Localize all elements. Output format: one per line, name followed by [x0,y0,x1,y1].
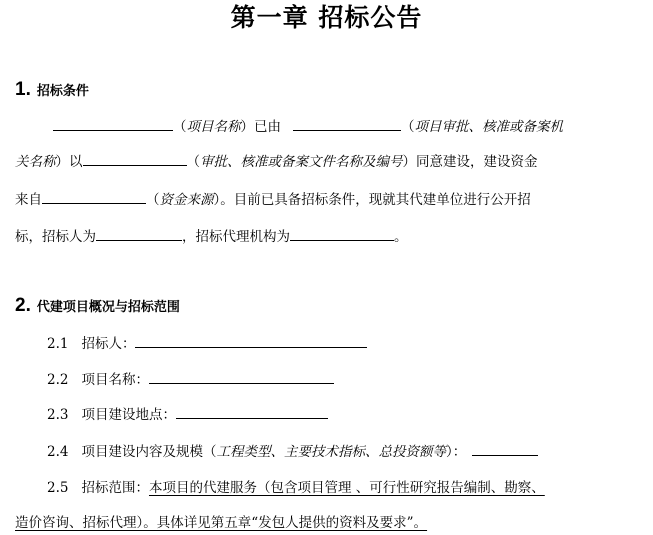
item-label: 项目建设内容及规模（ [81,444,217,460]
tenderer-blank[interactable] [96,226,182,241]
project-location-field-blank[interactable] [176,404,328,419]
item-label-end: ）： [445,444,467,460]
text-fragment: 项目审批、核准或备案机 [414,119,563,135]
project-name-blank[interactable] [53,116,173,131]
tender-agency-blank[interactable] [290,226,394,241]
item-2-5 [47,478,545,498]
text-fragment: ）已由 [240,119,281,135]
item-2-1 [47,333,367,353]
item-number: 2.3 [47,407,69,423]
text-fragment: （ [173,119,187,135]
text-fragment: （ [186,154,200,170]
text-fragment: 。 [394,229,408,245]
item-number: 2.2 [47,372,69,388]
item-label: 招标人： [81,336,136,352]
text-fragment: ）。目前已具备招标条件，现就其代建单位进行公开招 [213,192,531,208]
item-label: 项目名称： [81,372,149,388]
text-fragment: ）同意建设，建设资金 [402,154,538,170]
text-fragment: 来自 [15,192,42,208]
item-number: 2.4 [47,444,69,460]
section-1-line-4 [15,226,408,246]
text-fragment: 资金来源 [159,192,214,208]
text-fragment: ）以 [55,154,83,170]
item-2-5-continuation [15,513,427,533]
tender-scope-continuation: 造价咨询、招标代理）。具体详见第五章“发包人提供的资料及要求”。 [15,515,428,531]
text-fragment: ，招标代理机构为 [182,229,290,245]
item-number: 2.1 [47,336,69,352]
text-fragment: （ [146,192,160,208]
tenderer-field-blank[interactable] [135,333,367,348]
section-1-heading [15,78,89,102]
item-italic-note: 工程类型、主要技术指标、总投资额等 [216,444,446,460]
project-name-field-blank[interactable] [149,369,334,384]
page-title: 第一章 招标公告 [230,3,423,32]
section-1-line-3 [15,189,531,209]
funding-source-blank[interactable] [42,189,146,204]
section-1-number: 1. [15,79,31,100]
section-1-line-1 [53,116,563,136]
section-1-title: 招标条件 [36,84,89,99]
item-label: 招标范围： [81,480,149,496]
approval-document-blank[interactable] [83,151,187,166]
text-fragment: （ [401,119,415,135]
text-fragment: 关名称 [15,154,56,170]
item-label: 项目建设地点： [81,407,176,423]
item-number: 2.5 [47,480,69,496]
text-fragment: 项目名称 [186,119,241,135]
item-2-4 [47,441,538,461]
section-2-heading [15,294,180,318]
text-fragment: 标，招标人为 [15,229,96,245]
project-scale-field-blank[interactable] [472,441,538,456]
item-2-2 [47,369,334,389]
text-fragment: 审批、核准或备案文件名称及编号 [200,154,403,170]
section-2-number: 2. [15,295,31,316]
section-1-line-2 [15,151,538,171]
approval-authority-blank[interactable] [293,116,401,131]
section-2-title: 代建项目概况与招标范围 [36,300,180,315]
item-2-3 [47,404,328,424]
tender-scope-text: 本项目的代建服务（包含项目管理 、可行性研究报告编制、勘察、 [148,480,545,496]
